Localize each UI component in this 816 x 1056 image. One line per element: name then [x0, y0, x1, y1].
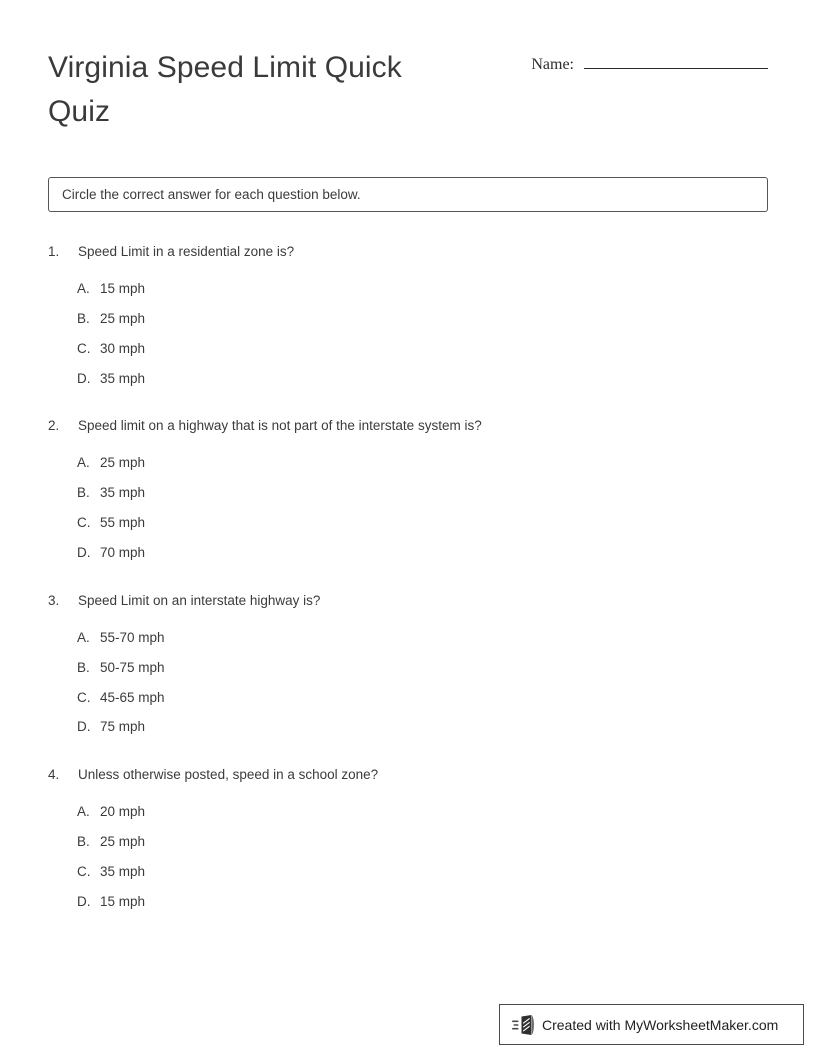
- option-letter: B.: [77, 485, 90, 501]
- question-item: [48, 766, 768, 911]
- answer-option[interactable]: [77, 310, 768, 329]
- option-text: 45-65 mph: [100, 689, 165, 705]
- option-letter: D.: [77, 719, 91, 735]
- speed-page-logo-icon: [511, 1012, 537, 1038]
- question-item: [48, 417, 768, 562]
- option-text: 50-75 mph: [100, 659, 165, 675]
- option-letter: A.: [77, 629, 90, 645]
- option-letter: D.: [77, 545, 91, 561]
- question-text: Speed Limit on an interstate highway is?: [78, 592, 321, 608]
- questions-list: [48, 243, 768, 941]
- name-field-group: [531, 44, 768, 74]
- answer-options: [48, 629, 768, 738]
- question-heading: [48, 417, 768, 436]
- option-letter: B.: [77, 659, 90, 675]
- option-letter: C.: [77, 689, 91, 705]
- answer-options: [48, 803, 768, 912]
- option-letter: C.: [77, 864, 91, 880]
- answer-option[interactable]: [77, 514, 768, 533]
- answer-option[interactable]: [77, 340, 768, 359]
- answer-option[interactable]: [77, 863, 768, 882]
- option-letter: A.: [77, 455, 90, 471]
- answer-option[interactable]: [77, 803, 768, 822]
- option-text: 15 mph: [100, 280, 146, 296]
- option-text: 25 mph: [100, 455, 146, 471]
- option-text: 75 mph: [100, 719, 146, 735]
- question-heading: [48, 766, 768, 785]
- answer-option[interactable]: [77, 689, 768, 708]
- question-heading: [48, 243, 768, 262]
- option-letter: C.: [77, 515, 91, 531]
- option-text: 15 mph: [100, 893, 146, 909]
- instructions-box: [48, 177, 768, 212]
- question-number: 4.: [48, 767, 60, 783]
- answer-option[interactable]: [77, 280, 768, 299]
- answer-option[interactable]: [77, 484, 768, 503]
- question-number: 1.: [48, 244, 60, 259]
- answer-option[interactable]: [77, 893, 768, 912]
- answer-option[interactable]: [77, 544, 768, 563]
- name-label: Name:: [531, 56, 574, 73]
- option-letter: B.: [77, 834, 90, 850]
- worksheet-maker-badge[interactable]: [499, 1004, 804, 1045]
- option-letter: C.: [77, 340, 91, 356]
- option-letter: D.: [77, 370, 91, 386]
- answer-options: [48, 454, 768, 563]
- option-letter: A.: [77, 804, 90, 820]
- option-text: 30 mph: [100, 340, 146, 356]
- option-letter: A.: [77, 280, 90, 296]
- answer-option[interactable]: [77, 370, 768, 389]
- option-text: 20 mph: [100, 804, 146, 820]
- option-text: 35 mph: [100, 485, 146, 501]
- answer-option[interactable]: [77, 718, 768, 737]
- question-item: [48, 592, 768, 737]
- answer-option[interactable]: [77, 629, 768, 648]
- option-text: 25 mph: [100, 834, 146, 850]
- option-letter: D.: [77, 893, 91, 909]
- question-text: Speed Limit in a residential zone is?: [78, 244, 295, 259]
- option-text: 55-70 mph: [100, 629, 165, 645]
- option-text: 35 mph: [100, 864, 146, 880]
- instructions-text: Circle the correct answer for each question below.: [62, 186, 361, 202]
- page-title: Virginia Speed Limit Quick Quiz: [48, 51, 402, 129]
- question-heading: [48, 592, 768, 611]
- question-text: Speed limit on a highway that is not part of the interstate system is?: [78, 418, 482, 434]
- option-text: 25 mph: [100, 310, 146, 326]
- question-number: 3.: [48, 592, 60, 608]
- option-letter: B.: [77, 310, 90, 326]
- footer-credit-text: Created with MyWorksheetMaker.com: [542, 1016, 779, 1033]
- worksheet-header: [48, 44, 768, 135]
- answer-option[interactable]: [77, 659, 768, 678]
- answer-option[interactable]: [77, 833, 768, 852]
- question-number: 2.: [48, 418, 60, 434]
- question-text: Unless otherwise posted, speed in a school zone?: [78, 767, 379, 783]
- option-text: 55 mph: [100, 515, 146, 531]
- answer-options: [48, 280, 768, 389]
- option-text: 35 mph: [100, 370, 146, 386]
- question-item: [48, 243, 768, 388]
- name-input-line[interactable]: [584, 55, 768, 69]
- option-text: 70 mph: [100, 545, 146, 561]
- answer-option[interactable]: [77, 454, 768, 473]
